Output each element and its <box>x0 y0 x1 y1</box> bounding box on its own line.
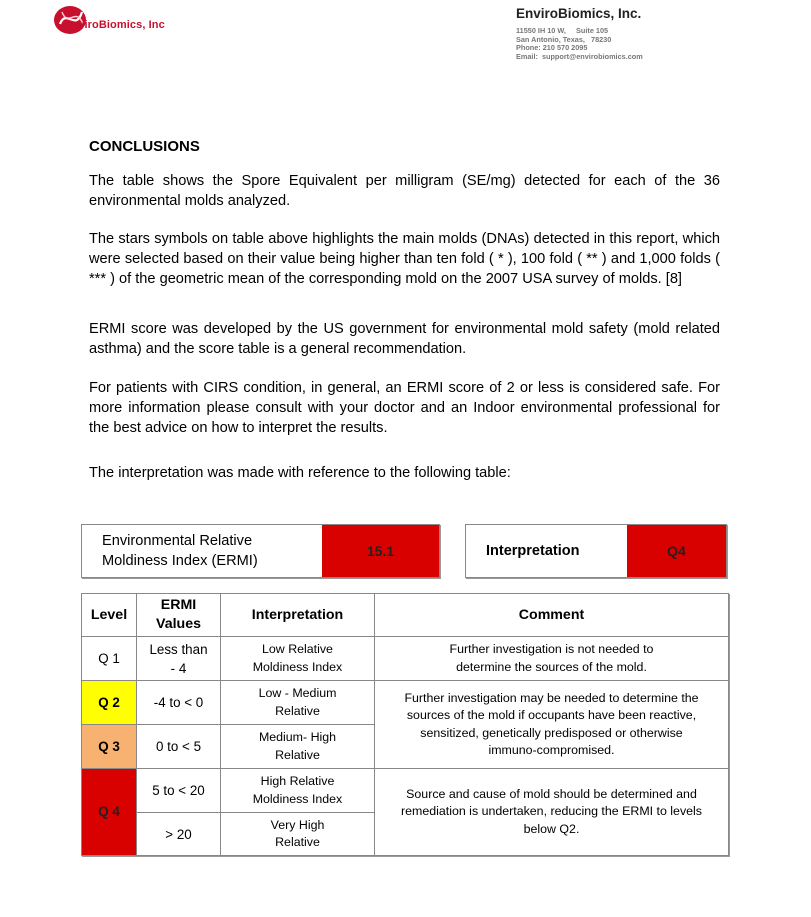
comment-line: remediation is undertaken, reducing the ERMI to levels <box>401 804 702 819</box>
comment-line: Source and cause of mold should be determined and <box>406 786 697 801</box>
paragraph: For patients with CIRS condition, in general, an ERMI score of 2 or less is considered safe. For more information please consult with your doctor and an Indoor environmental professional for the best advice on how to interpret the results. <box>89 380 720 436</box>
interpretation-cell <box>221 813 375 856</box>
section-heading: CONCLUSIONS <box>89 138 200 155</box>
ermi-label-line: Moldiness Index (ERMI) <box>102 553 258 569</box>
level-cell: Q 2 <box>82 681 137 725</box>
interp-line: Relative <box>275 703 320 718</box>
email-line: Email: support@envirobiomics.com <box>516 51 643 61</box>
values-cell: 0 to < 5 <box>137 725 221 769</box>
paragraph: The table shows the Spore Equivalent per milligram (SE/mg) detected for each of the 36 environmental molds analyzed. <box>89 173 720 209</box>
header-line: ERMI <box>160 597 197 613</box>
interp-line: Relative <box>275 747 320 762</box>
values-line: - 4 <box>170 660 187 676</box>
interp-line: Very High <box>270 817 325 832</box>
interpretation-value: Q4 <box>627 525 726 577</box>
table-row <box>82 681 729 725</box>
table-row <box>82 769 729 813</box>
comment-line: Further investigation may be needed to determine the <box>404 690 699 705</box>
ermi-reference-table <box>81 593 729 856</box>
comment-line: Further investigation is not needed to <box>449 642 654 656</box>
header-comment: Comment <box>375 594 729 637</box>
paragraph: The interpretation was made with reference to the following table: <box>89 465 511 481</box>
level-cell: Q 1 <box>82 637 137 681</box>
values-cell <box>137 637 221 681</box>
paragraph: ERMI score was developed by the US government for environmental mold safety (mold related asthma) and the score table is a general recommendation. <box>89 321 720 357</box>
comment-cell <box>375 637 729 681</box>
comment-line: sensitized, genetically predisposed or otherwise <box>420 725 683 740</box>
address-line: San Antonio, Texas, 78230 <box>516 34 612 44</box>
level-cell: Q 3 <box>82 725 137 769</box>
paragraph: The stars symbols on table above highlights the main molds (DNAs) detected in this report, which were selected based on their value being higher than ten fold ( * ), 100 fold ( ** ) and 1,000 folds ( *** ) of the geometric mean of the corresponding mold on the 2007 USA survey of molds. [8] <box>89 231 720 287</box>
comment-cell <box>375 769 729 856</box>
interp-line: Low - Medium <box>258 686 337 700</box>
interp-line: Moldiness Index <box>252 659 343 674</box>
values-cell: -4 to < 0 <box>137 681 221 725</box>
comment-line: below Q2. <box>523 821 580 836</box>
header-line: Values <box>156 616 201 632</box>
logo-text: EnviroBiomics, Inc <box>64 19 165 31</box>
ermi-score-box <box>81 524 440 578</box>
table-row <box>82 637 729 681</box>
table-header-row <box>82 594 729 637</box>
interp-line: Low Relative <box>262 642 333 656</box>
interpretation-cell <box>221 681 375 725</box>
header-level: Level <box>82 594 137 637</box>
level-cell: Q 4 <box>82 769 137 856</box>
ermi-score-label <box>82 525 322 577</box>
values-line: Less than <box>149 641 208 657</box>
ermi-score-value: 15.1 <box>322 525 439 577</box>
conclusions-section <box>89 138 720 483</box>
comment-line: immuno-compromised. <box>488 743 615 757</box>
company-name: EnviroBiomics, Inc. <box>516 6 642 21</box>
ermi-label-line: Environmental Relative <box>102 533 253 549</box>
comment-cell <box>375 681 729 769</box>
interp-line: Medium- High <box>258 730 337 744</box>
interpretation-cell <box>221 725 375 769</box>
interpretation-label: Interpretation <box>486 543 580 559</box>
interpretation-box <box>465 524 727 578</box>
interp-line: High Relative <box>260 774 335 788</box>
header-ermi-values <box>137 594 221 637</box>
comment-line: determine the sources of the mold. <box>456 659 647 674</box>
company-info <box>516 6 776 61</box>
values-cell: 5 to < 20 <box>137 769 221 813</box>
interp-line: Relative <box>275 835 320 849</box>
interpretation-cell <box>221 637 375 681</box>
comment-line: sources of the mold if occupants have been reactive, <box>406 708 697 722</box>
interpretation-cell <box>221 769 375 813</box>
address-line: 11550 IH 10 W, Suite 105 <box>516 26 609 35</box>
values-cell: > 20 <box>137 813 221 856</box>
company-logo <box>50 2 220 42</box>
header-interpretation: Interpretation <box>221 594 375 637</box>
phone-line: Phone: 210 570 2095 <box>516 43 588 53</box>
interp-line: Moldiness Index <box>252 791 343 806</box>
